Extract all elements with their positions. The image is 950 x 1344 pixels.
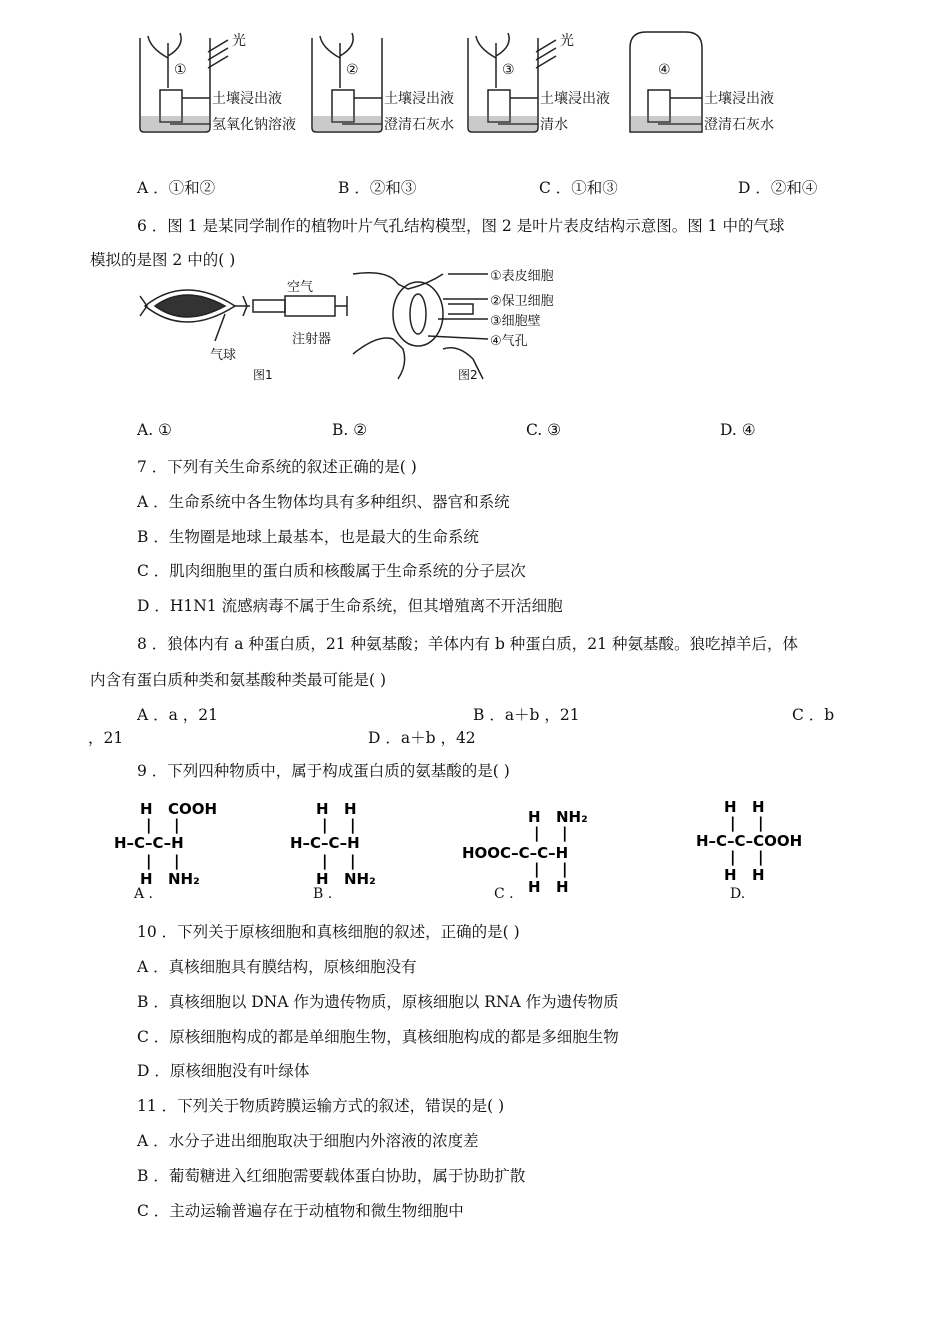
fig1-syringe-label: 注射器: [292, 332, 332, 347]
fig1-balloon-label: 气球: [210, 348, 237, 363]
svg-text:|: |: [146, 852, 152, 870]
q5-option-c: C ．①和③: [539, 179, 618, 197]
q10-option-b: B ．真核细胞以 DNA 作为遗传物质，原核细胞以 RNA 作为遗传物质: [137, 993, 619, 1011]
fig2-caption: 图2: [458, 368, 478, 382]
svg-text:|: |: [174, 852, 180, 870]
q6-option-d: D. ④: [720, 421, 756, 439]
svg-text:H: H: [528, 878, 541, 896]
svg-text:H: H: [724, 866, 737, 884]
q11-stem: 11 ．下列关于物质跨膜运输方式的叙述，错误的是( ): [137, 1097, 505, 1115]
svg-text:COOH: COOH: [168, 800, 218, 818]
svg-text:|: |: [562, 824, 568, 842]
q8-option-c: C ．b: [792, 706, 835, 724]
q7-option-c: C ．肌肉细胞里的蛋白质和核酸属于生命系统的分子层次: [137, 562, 526, 580]
jar-2-label-2: 澄清石灰水: [384, 117, 454, 133]
jar-3-label-1: 土壤浸出液: [540, 91, 610, 107]
q11-option-c: C ．主动运输普遍存在于动植物和微生物细胞中: [137, 1202, 464, 1220]
jar-3-number: ③: [502, 62, 515, 78]
svg-text:H: H: [752, 866, 765, 884]
svg-text:|: |: [174, 816, 180, 834]
svg-text:NH₂: NH₂: [556, 808, 588, 826]
molecule-b: [286, 796, 406, 896]
q10-option-c: C ．原核细胞构成的都是单细胞生物，真核细胞构成的都是多细胞生物: [137, 1028, 619, 1046]
fig2-label-4: ④气孔: [490, 334, 528, 349]
jar-3-label-2: 清水: [540, 117, 568, 133]
jar-4-number: ④: [658, 62, 671, 78]
q6-stem-line2: 模拟的是图 2 中的( ): [90, 251, 236, 269]
q10-option-d: D ．原核细胞没有叶绿体: [137, 1062, 310, 1080]
q8-option-d: D ．a＋b ，42: [368, 729, 476, 747]
svg-text:NH₂: NH₂: [168, 870, 200, 888]
q7-stem: 7 ．下列有关生命系统的叙述正确的是( ): [137, 458, 417, 476]
jar-1-light: 光: [232, 33, 246, 49]
svg-text:H: H: [752, 798, 765, 816]
svg-text:H–C–C–COOH: H–C–C–COOH: [696, 832, 803, 850]
q5-option-a: A ．①和②: [137, 179, 216, 197]
jar-4-label-1: 土壤浸出液: [704, 91, 774, 107]
jar-1-label-1: 土壤浸出液: [212, 91, 282, 107]
svg-text:|: |: [146, 816, 152, 834]
svg-text:H–C–C–H: H–C–C–H: [114, 834, 184, 852]
q8-stem-line1: 8 ．狼体内有 a 种蛋白质，21 种氨基酸；羊体内有 b 种蛋白质，21 种氨基酸。狼吃掉羊后，体: [137, 635, 798, 653]
svg-text:|: |: [350, 816, 356, 834]
fig1-air-label: 空气: [287, 280, 314, 295]
leaf-epidermis-figure: [348, 264, 588, 386]
q5-option-b: B ．②和③: [338, 179, 417, 197]
svg-text:H: H: [316, 870, 329, 888]
q11-option-b: B ．葡萄糖进入红细胞需要载体蛋白协助，属于协助扩散: [137, 1167, 526, 1185]
svg-text:|: |: [562, 860, 568, 878]
fig1-caption: 图1: [253, 368, 273, 382]
q7-option-b: B ．生物圈是地球上最基本，也是最大的生命系统: [137, 528, 479, 546]
svg-text:|: |: [322, 852, 328, 870]
q6-option-a: A. ①: [137, 421, 172, 439]
jar-2-label-1: 土壤浸出液: [384, 91, 454, 107]
q10-option-a: A ．真核细胞具有膜结构，原核细胞没有: [137, 958, 417, 976]
svg-text:HOOC–C–C–H: HOOC–C–C–H: [462, 844, 569, 862]
svg-text:H: H: [140, 800, 153, 818]
jar-1-number: ①: [174, 62, 187, 78]
molecule-a: [110, 796, 230, 896]
q9-stem: 9 ．下列四种物质中，属于构成蛋白质的氨基酸的是( ): [137, 762, 510, 780]
q6-stem-line1: 6 ．图 1 是某同学制作的植物叶片气孔结构模型，图 2 是叶片表皮结构示意图。图 1 中的气球: [137, 217, 785, 235]
svg-text:|: |: [758, 814, 764, 832]
svg-text:H: H: [344, 800, 357, 818]
q9-label-a: A .: [134, 886, 154, 902]
svg-text:H: H: [316, 800, 329, 818]
q7-option-d: D ．H1N1 流感病毒不属于生命系统，但其增殖离不开活细胞: [137, 597, 563, 615]
svg-text:H–C–C–H: H–C–C–H: [290, 834, 360, 852]
q11-option-a: A ．水分子进出细胞取决于细胞内外溶液的浓度差: [137, 1132, 479, 1150]
q10-stem: 10 ．下列关于原核细胞和真核细胞的叙述，正确的是( ): [137, 923, 520, 941]
q8-option-c-cont: ，21: [88, 729, 124, 747]
svg-text:H: H: [556, 878, 569, 896]
q9-label-c: C .: [494, 886, 514, 902]
jar-3-light: 光: [560, 33, 574, 49]
q6-option-c: C. ③: [526, 421, 562, 439]
jar-1-label-2: 氢氧化钠溶液: [212, 117, 296, 133]
svg-text:H: H: [140, 870, 153, 888]
q8-option-b: B ．a＋b ，21: [473, 706, 580, 724]
svg-text:|: |: [534, 824, 540, 842]
fig2-label-3: ③细胞壁: [490, 314, 541, 329]
fig2-label-1: ①表皮细胞: [490, 269, 554, 284]
q5-option-d: D ．②和④: [738, 179, 818, 197]
molecule-d: [690, 796, 840, 888]
fig2-label-2: ②保卫细胞: [490, 294, 554, 309]
svg-text:|: |: [730, 814, 736, 832]
svg-text:|: |: [350, 852, 356, 870]
svg-text:|: |: [322, 816, 328, 834]
jar-4-label-2: 澄清石灰水: [704, 117, 774, 133]
q8-option-a: A ．a ，21: [137, 706, 219, 724]
q6-option-b: B. ②: [332, 421, 368, 439]
q9-label-b: B .: [313, 886, 333, 902]
jar-2-number: ②: [346, 62, 359, 78]
svg-text:|: |: [758, 848, 764, 866]
svg-text:H: H: [528, 808, 541, 826]
svg-text:|: |: [730, 848, 736, 866]
stoma-model-figure: [135, 266, 355, 386]
svg-text:|: |: [534, 860, 540, 878]
molecule-c: [458, 806, 608, 898]
svg-text:NH₂: NH₂: [344, 870, 376, 888]
q7-option-a: A ．生命系统中各生物体均具有多种组织、器官和系统: [137, 493, 510, 511]
q8-stem-line2: 内含有蛋白质种类和氨基酸种类最可能是( ): [90, 671, 387, 689]
q9-label-d: D.: [730, 886, 746, 902]
jar-figure: [130, 28, 780, 138]
svg-text:H: H: [724, 798, 737, 816]
